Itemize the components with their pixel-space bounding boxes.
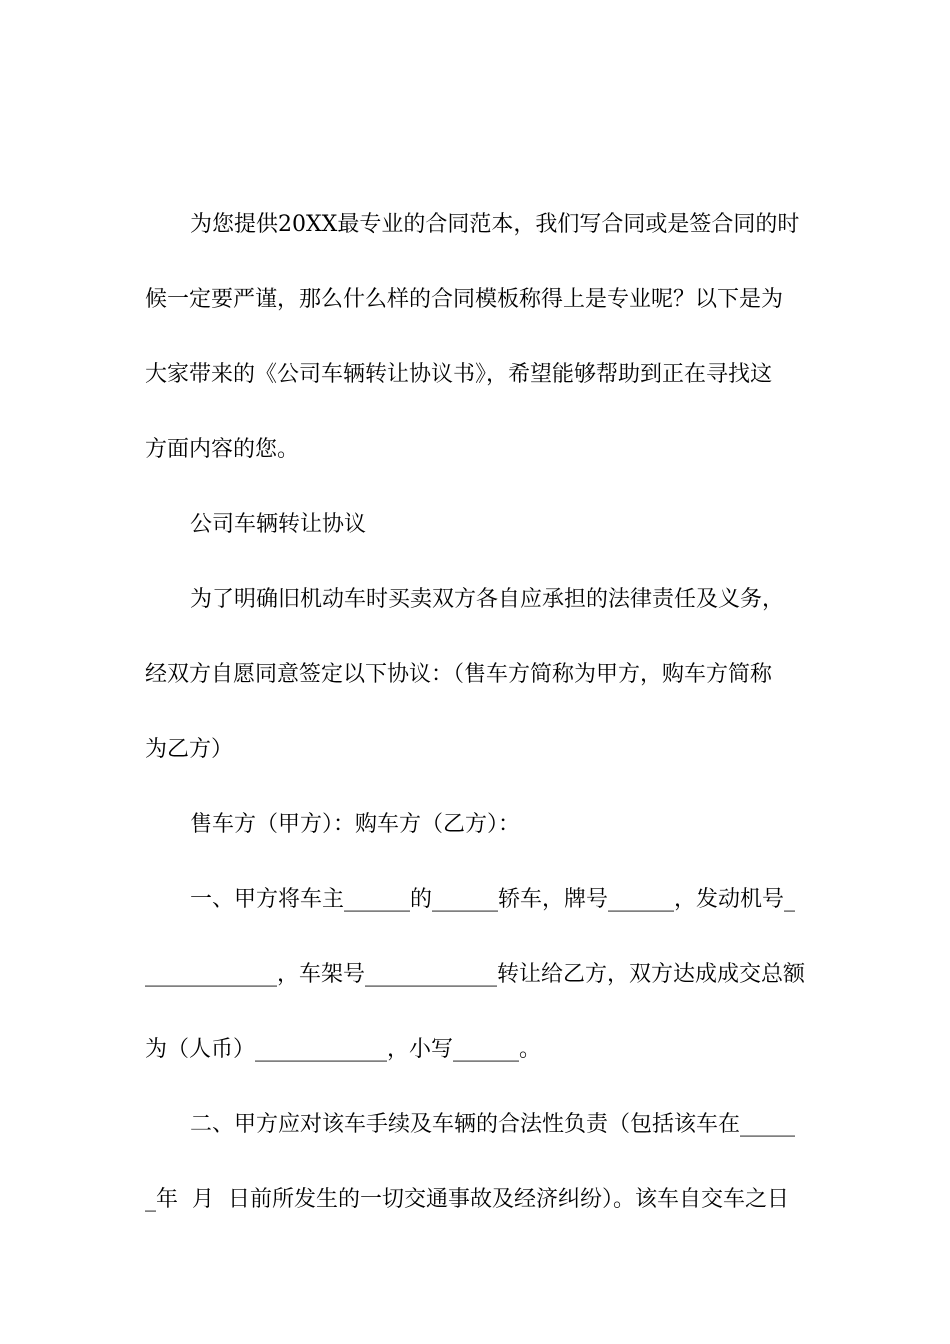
intro-paragraph-line-2: 候一定要严谨，那么什么样的合同模板称得上是专业呢？以下是为 — [145, 287, 784, 312]
intro-paragraph-line-4: 方面内容的您。 — [145, 437, 300, 462]
agreement-title: 公司车辆转让协议 — [190, 512, 367, 537]
intro-paragraph-line-1: 为您提供20XX最专业的合同范本，我们写合同或是签合同的时 — [190, 212, 800, 237]
clause-1-line-1: 一、甲方将车主______的______轿车，牌号______，发动机号_ — [190, 887, 796, 912]
preamble-line-1: 为了明确旧机动车时买卖双方各自应承担的法律责任及义务， — [190, 587, 785, 612]
intro-paragraph-line-3: 大家带来的《公司车辆转让协议书》，希望能够帮助到正在寻找这 — [145, 362, 773, 387]
clause-1-line-2: ____________，车架号____________转让给乙方，双方达成成交总额 — [145, 962, 806, 987]
preamble-line-3: 为乙方） — [145, 737, 234, 762]
parties-line: 售车方（甲方）：购车方（乙方）： — [190, 812, 521, 837]
clause-2-line-2: _年 月 日前所发生的一切交通事故及经济纠纷）。该车自交车之日 — [145, 1187, 789, 1212]
clause-1-line-3: 为（人币）____________，小写______。 — [145, 1037, 542, 1062]
preamble-line-2: 经双方自愿同意签定以下协议：（售车方简称为甲方，购车方简称 — [145, 662, 773, 687]
clause-2-line-1: 二、甲方应对该车手续及车辆的合法性负责（包括该车在_____ — [190, 1112, 796, 1137]
